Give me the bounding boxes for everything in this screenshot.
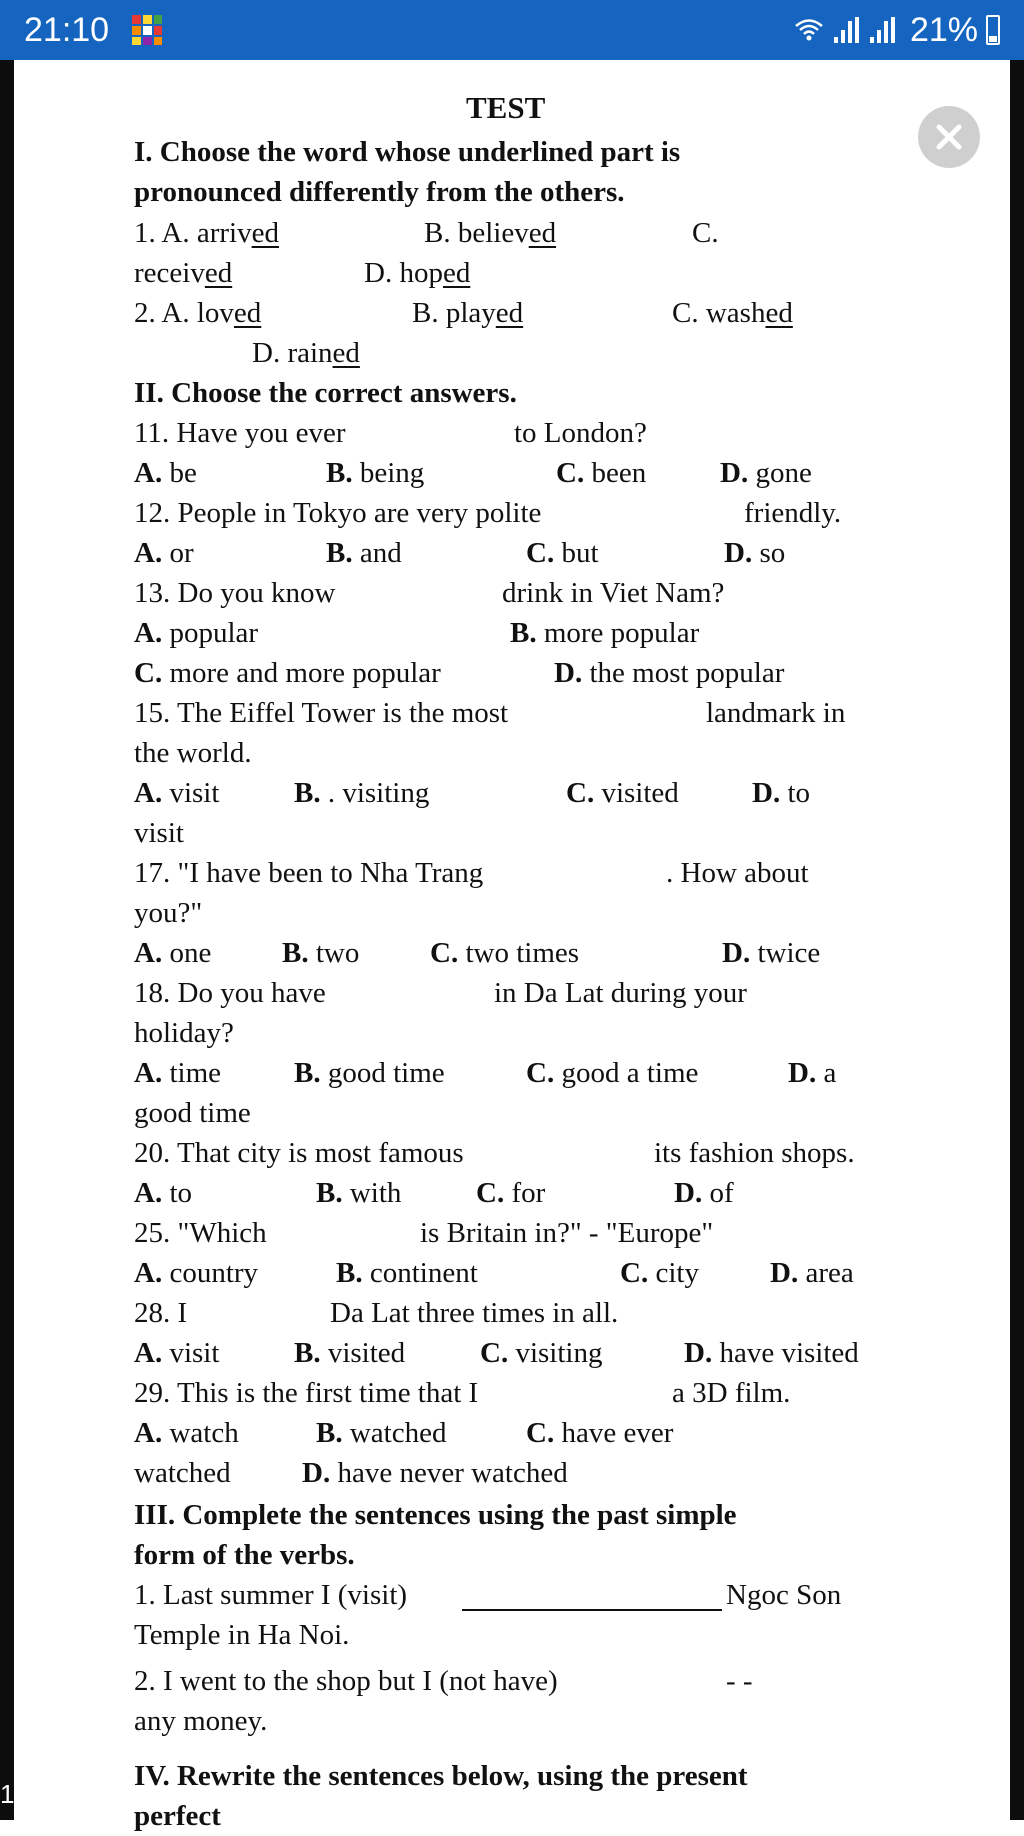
- signal-icon: [832, 15, 902, 45]
- close-button[interactable]: [918, 106, 980, 168]
- page-number: 1: [0, 1779, 15, 1809]
- battery-icon: [986, 15, 1000, 45]
- app-notification-icon: [130, 13, 164, 47]
- answer-blank-1[interactable]: [462, 1579, 722, 1611]
- left-border: [0, 60, 14, 1820]
- right-border: [1010, 60, 1024, 1820]
- battery-percent: 21%: [909, 11, 978, 49]
- status-icons: [794, 12, 1000, 48]
- clock: 21:10: [24, 11, 110, 49]
- close-icon: [934, 122, 964, 152]
- status-bar: [0, 0, 1024, 60]
- page-title: TEST: [466, 90, 546, 125]
- wifi-icon: [794, 17, 824, 43]
